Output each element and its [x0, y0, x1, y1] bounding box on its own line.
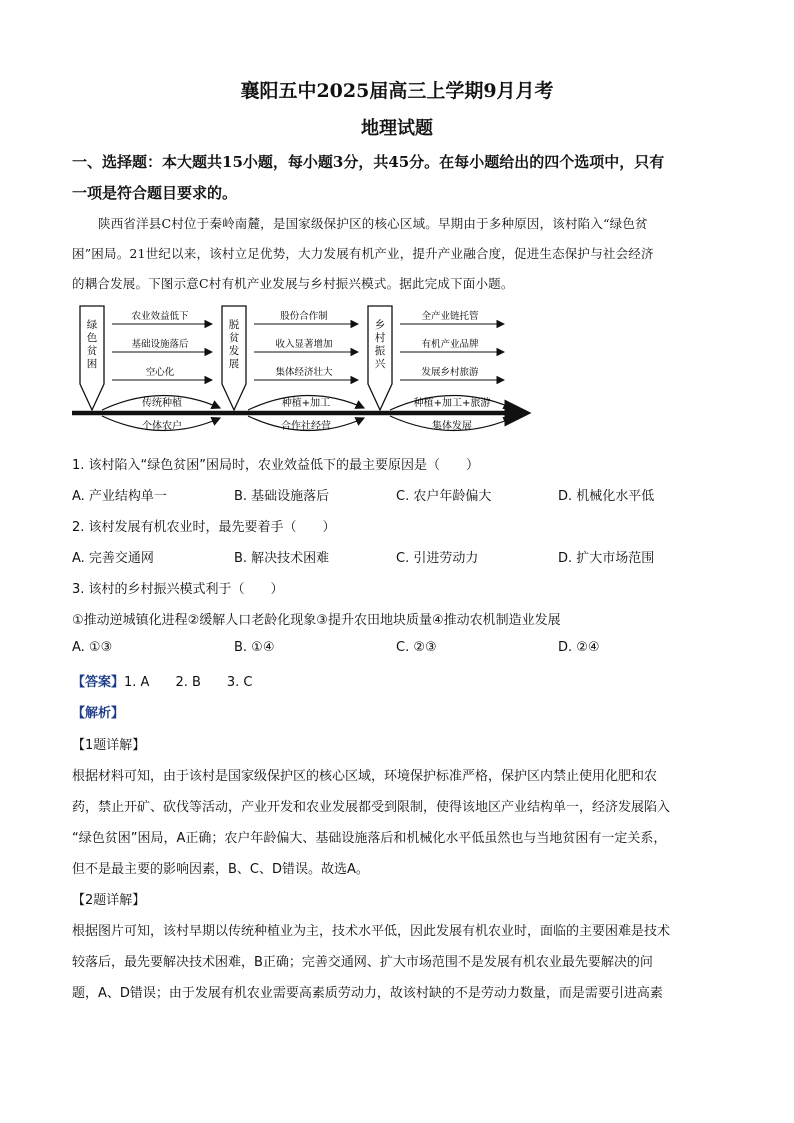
- answer-text: 1. A 2. B 3. C: [124, 675, 253, 690]
- question-statements: ①推动逆城镇化进程②缓解人口老龄化现象③提升农田地块质量④推动农机制造业发展: [72, 613, 561, 628]
- option-c: C. ②③: [396, 640, 437, 655]
- stage-label-development: 脱贫发展: [228, 319, 240, 370]
- answer-label: 【答案】: [72, 675, 125, 690]
- operator-label: 合作社经营: [281, 421, 331, 432]
- detail-line: 根据图片可知，该村早期以传统种植业为主，技术水平低，因此发展有机农业时，面临的主要困难是技术: [72, 924, 671, 939]
- measure-label: 全产业链托管: [421, 311, 479, 322]
- page-subtitle: 地理试题: [361, 118, 433, 139]
- question-stem: 3. 该村的乡村振兴模式利于（ ）: [72, 582, 284, 597]
- detail-line: “绿色贫困”困局，A正确；农户年龄偏大、基础设施落后和机械化水平低虽然也与当地贫困有一定关系，: [72, 831, 667, 846]
- detail-line: 药，禁止开矿、砍伐等活动，产业开发和农业发展都受到限制，使得该地区产业结构单一，经济发展陷入: [72, 800, 671, 815]
- mode-label: 种植+加工+旅游: [413, 398, 491, 409]
- option-a: A. 完善交通网: [72, 551, 154, 566]
- option-d: D. 机械化水平低: [558, 489, 655, 504]
- section-heading-line2: 一项是符合题目要求的。: [72, 184, 238, 202]
- measure-label: 有机产业品牌: [421, 339, 479, 350]
- option-a: A. 产业结构单一: [72, 489, 167, 504]
- mode-label: 种植+加工: [281, 398, 331, 409]
- measure-label: 发展乡村旅游: [421, 367, 479, 378]
- question-stem: 1. 该村陷入“绿色贫困”困局时，农业效益低下的最主要原因是（ ）: [72, 458, 480, 473]
- rural-revitalization-diagram: [72, 302, 542, 442]
- option-d: D. ②④: [558, 640, 600, 655]
- question-stem: 2. 该村发展有机农业时，最先要着手（ ）: [72, 520, 336, 535]
- detail-line: 题，A、D错误；由于发展有机农业需要高素质劳动力，故该村缺的不是劳动力数量，而是需要引进高素: [72, 986, 663, 1001]
- option-c: C. 引进劳动力: [396, 551, 479, 566]
- section-heading-line1: 一、选择题：本大题共15小题，每小题3分，共45分。在每小题给出的四个选项中，只有: [72, 153, 665, 171]
- measure-label: 股份合作制: [280, 311, 328, 322]
- detail-label: 【1题详解】: [72, 738, 146, 753]
- detail-line: 但不是最主要的影响因素，B、C、D错误。故选A。: [72, 862, 369, 877]
- operator-label: 个体农户: [142, 421, 182, 432]
- analysis-label: 【解析】: [72, 706, 125, 721]
- mode-label: 传统种植: [142, 398, 182, 409]
- page-title: 襄阳五中2025届高三上学期9月月考: [240, 80, 554, 102]
- cause-label: 基础设施落后: [131, 339, 189, 350]
- material-line: 的耦合发展。下图示意C村有机产业发展与乡村振兴模式。据此完成下面小题。: [72, 276, 514, 291]
- material-line: 困”困局。21世纪以来，该村立足优势，大力发展有机产业，提升产业融合度，促进生态保护与社会经济: [72, 246, 654, 261]
- stage-label-green-poverty: 绿色贫困: [86, 319, 98, 370]
- detail-label: 【2题详解】: [72, 893, 146, 908]
- answer-line: [72, 671, 253, 690]
- detail-line: 根据材料可知，由于该村是国家级保护区的核心区域，环境保护标准严格，保护区内禁止使用化肥和农: [72, 769, 658, 784]
- cause-label: 农业效益低下: [131, 311, 189, 322]
- cause-label: 空心化: [145, 367, 175, 378]
- option-d: D. 扩大市场范围: [558, 551, 655, 566]
- option-a: A. ①③: [72, 640, 113, 655]
- measure-label: 收入显著增加: [275, 339, 333, 350]
- material-line: 陕西省洋县C村位于秦岭南麓，是国家级保护区的核心区域。早期由于多种原因，该村陷入“绿色贫: [98, 216, 648, 231]
- option-b: B. ①④: [234, 640, 275, 655]
- option-b: B. 解决技术困难: [234, 551, 330, 566]
- measure-label: 集体经济壮大: [275, 367, 333, 378]
- operator-label: 集体发展: [432, 421, 472, 432]
- stage-label-revitalization: 乡村振兴: [374, 319, 386, 370]
- detail-line: 较落后，最先要解决技术困难，B正确；完善交通网、扩大市场范围不是发展有机农业最先要解决的问: [72, 955, 653, 970]
- option-c: C. 农户年龄偏大: [396, 489, 492, 504]
- option-b: B. 基础设施落后: [234, 489, 330, 504]
